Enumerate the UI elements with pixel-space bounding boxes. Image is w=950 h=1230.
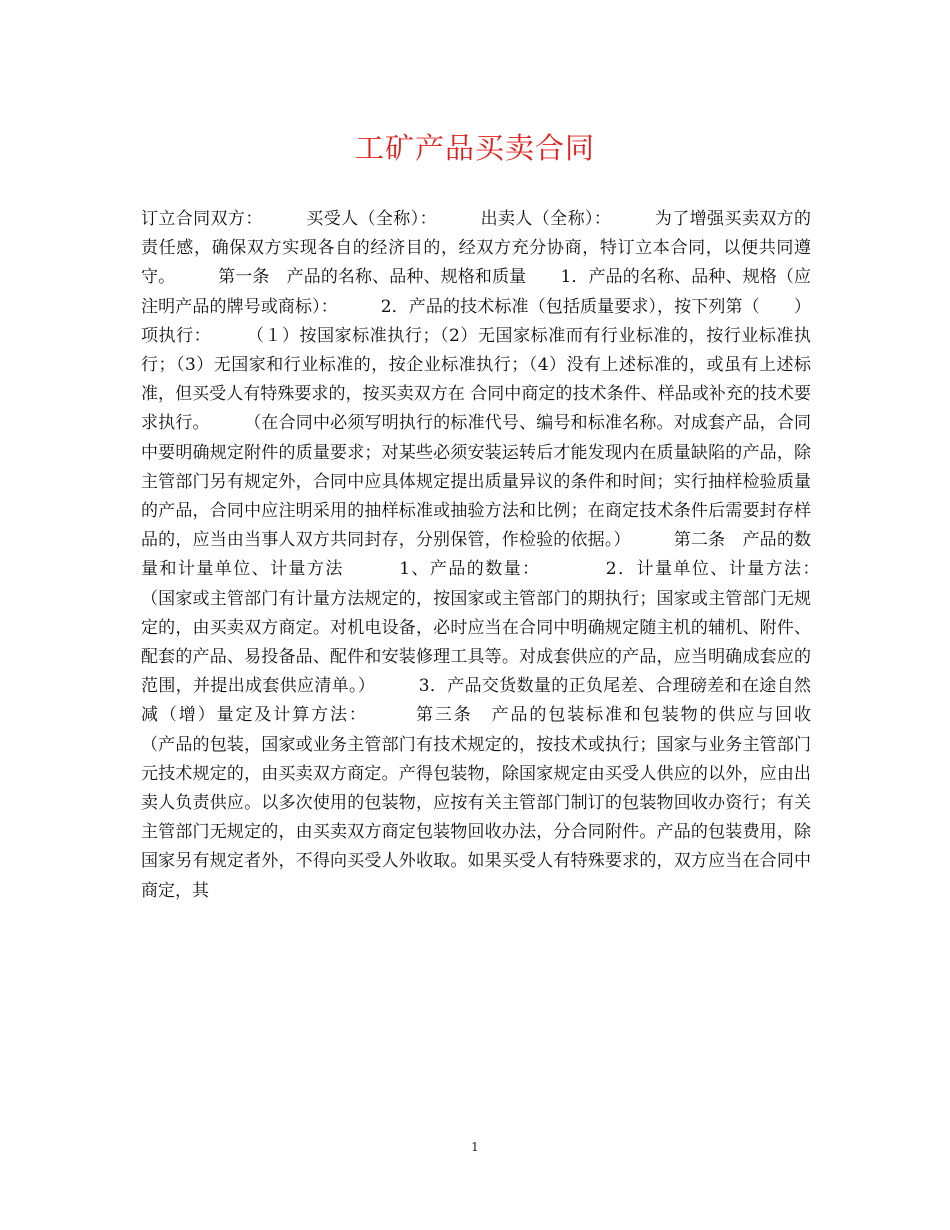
document-title: 工矿产品买卖合同 bbox=[354, 131, 595, 165]
contract-body-text: 订立合同双方： 买受人（全称）： 出卖人（全称）： 为了增强买卖双方的责任感，确保双方实现各自的经济目的，经双方充分协商，特订立本合同，以便共同遵守。 第一条 产品的名称、品种、规格和质量 1．产品的名称、品种、规格（应注明产品的牌号或商标）： 2．产品的技术标准（包括质量要求），按下列第（ ）项执行： （１）按国家标准执行；（2）无国家标准而有行业标准的，按行业标准执行；（3）无国家和行业标准的，按企业标准执行；（4）没有上述标准的，或虽有上述标准，但买受人有特殊要求的，按买卖双方在 合同中商定的技术条件、样品或补充的技术要求执行。 （在合同中必须写明执行的标准代号、编号和标准名称。对成套产品，合同中要明确规定附件的质量要求；对某些必须安装运转后才能发现内在质量缺陷的产品，除主管部门另有规定外，合同中应具体规定提出质量异议的条件和时间；实行抽样检验质量的产品，合同中应注明采用的抽样标准或抽验方法和比例；在商定技术条件后需要封存样品的，应当由当事人双方共同封存，分别保管，作检验的依据。） 第二条 产品的数量和计量单位、计量方法 1、产品的数量： 2．计量单位、计量方法： （国家或主管部门有计量方法规定的，按国家或主管部门的期执行；国家或主管部门无规定的，由买卖双方商定。对机电设备，必时应当在合同中明确规定随主机的辅机、附件、配套的产品、易投备品、配件和安装修理工具等。对成套供应的产品，应当明确成套应的范围，并提出成套供应清单。） 3．产品交货数量的正负尾差、合理磅差和在途自然减（增）量定及计算方法： 第三条 产品的包装标准和包装物的供应与回收 （产品的包装，国家或业务主管部门有技术规定的，按技术或执行；国家与业务主管部门元技术规定的，由买卖双方商定。产得包装物，除国家规定由买受人供应的以外，应由出卖人负责供应。以多次使用的包装物，应按有关主管部门制订的包装物回收办资行；有关主管部门无规定的，由买卖双方商定包装物回收办法，分合同附件。产品的包装费用，除国家另有规定者外，不得向买受人外收取。如果买受人有特殊要求的，双方应当在合同中商定，其 bbox=[141, 209, 862, 901]
page-number: 1 bbox=[471, 1140, 479, 1154]
